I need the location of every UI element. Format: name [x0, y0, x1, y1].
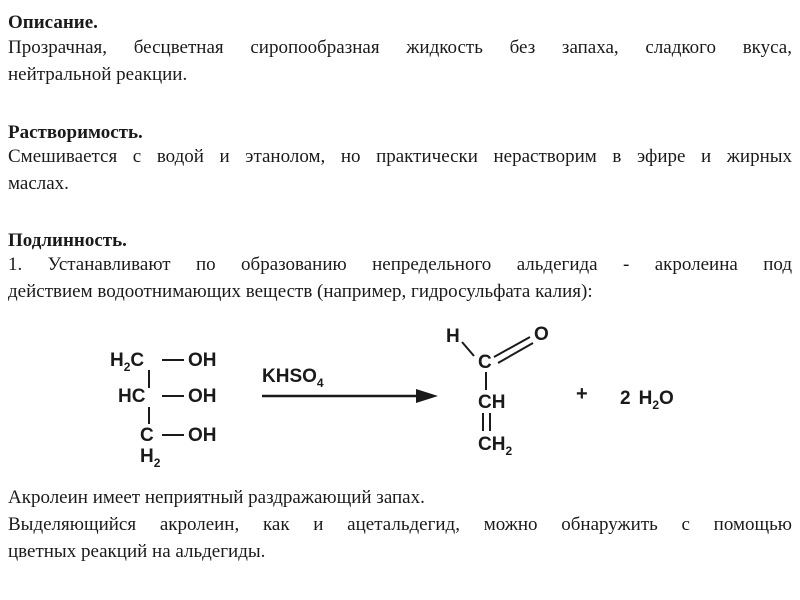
paragraph-identity — [8, 251, 792, 305]
description-line-2: нейтральной реакции. — [8, 64, 188, 85]
acrolein-o: O — [534, 324, 549, 345]
acrolein-line-2: Выделяющийся акролеин, как и ацетальдегид, можно обнаружить с помощью — [8, 514, 792, 535]
plus-sign: + — [576, 383, 588, 405]
water-formula: 2 $H_2O$ — [620, 388, 674, 412]
glycerol-h2: $H_2$ — [140, 446, 161, 470]
heading-solubility: Растворимость. — [8, 122, 143, 143]
acrolein-h: H — [446, 326, 460, 347]
identity-line-1: 1. Устанавливают по образованию непредельного альдегида - акролеина под — [8, 254, 792, 275]
solubility-line-2: маслах. — [8, 173, 69, 194]
glycerol-hc: HC — [118, 386, 146, 407]
identity-line-2: действием водоотнимающих веществ (например, гидросульфата калия): — [8, 281, 593, 302]
glycerol-oh-1: OH — [188, 350, 217, 371]
heading-description: Описание. — [8, 12, 98, 33]
acrolein-line-3: цветных реакций на альдегиды. — [8, 541, 266, 562]
solubility-line-1: Смешивается с водой и этанолом, но практически нерастворим в эфире и жирных — [8, 146, 792, 167]
arrow-head — [416, 389, 438, 403]
reaction-scheme — [0, 310, 800, 480]
glycerol-formula — [110, 350, 217, 470]
acrolein-line-1: Акролеин имеет неприятный раздражающий запах. — [8, 487, 425, 508]
description-line-1: Прозрачная, бесцветная сиропообразная жидкость без запаха, сладкого вкуса, — [8, 37, 792, 58]
heading-identity: Подлинность. — [8, 230, 127, 251]
acrolein-formula — [446, 324, 549, 458]
acrolein-ch: CH — [478, 392, 506, 413]
reagent-label: $KHSO_4$ — [262, 366, 324, 390]
glycerol-h2c: $H_2C$ — [110, 350, 145, 374]
glycerol-oh-2: OH — [188, 386, 217, 407]
paragraph-description — [8, 34, 792, 88]
reaction-arrow — [262, 366, 438, 403]
acrolein-bond-h — [462, 342, 474, 356]
paragraph-solubility — [8, 143, 792, 197]
glycerol-oh-3: OH — [188, 425, 217, 446]
acrolein-ch2: $CH_2$ — [478, 434, 513, 458]
glycerol-c: C — [140, 425, 154, 446]
acrolein-c: C — [478, 352, 492, 373]
paragraph-acrolein — [8, 484, 792, 565]
